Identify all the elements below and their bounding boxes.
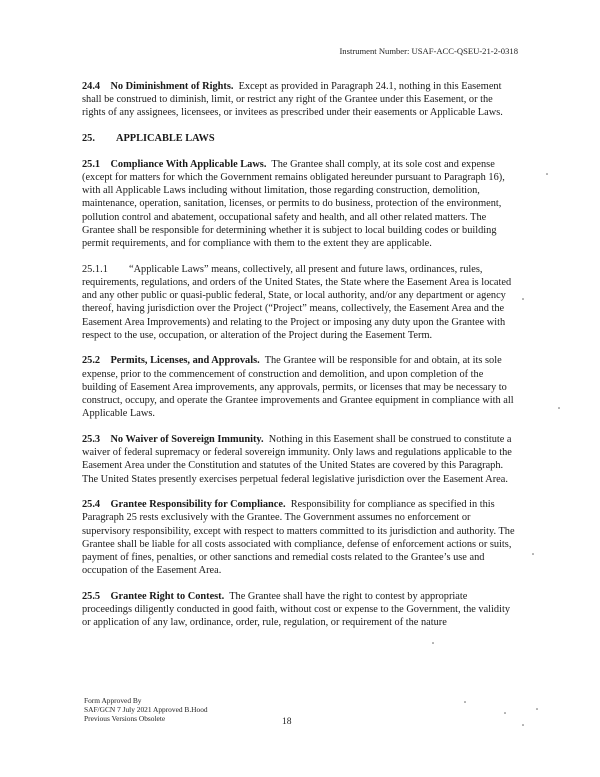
scan-speck: [546, 173, 548, 175]
section-number: 25.1: [82, 158, 101, 170]
paragraph-24-4: [82, 80, 518, 120]
paragraph-25-2: [82, 354, 518, 420]
section-title: Grantee Responsibility for Compliance.: [110, 499, 286, 511]
scan-speck: [464, 701, 466, 703]
section-title: No Diminishment of Rights.: [110, 81, 234, 92]
section-number: 24.4: [82, 81, 101, 92]
section-text: “Applicable Laws” means, collectively, all present and future laws, ordinances, rules, requirements, regulations, and orders of the United States, the State where the Easement Area is located and any other public or quasi-public federal, State, or local authority, and/or any department or agency thereof, having jurisdiction over the Project (“Project” means, collectively, the Easement Area and the Easement Area Improvements) and relating to the Project or imposing any duty upon the Grantee with respect to the use, occupation, or alteration of the Project during the Easement Term.: [82, 263, 512, 341]
section-text: The Grantee shall comply, at its sole cost and expense (except for matters for which the Government remains obligated hereunder pursuant to Paragraph 16), with all Applicable Laws including without limitation, those regarding construction, demolition, maintenance, operation, sanitation, licenses, or permits to do business, protection of the environment, pollution control and abatement, occupational safety and health, and all other related matters. The Grantee shall be responsible for determining whether it is subject to local building codes or building permit requirements, and for compliance with them to the extent they are applicable.: [82, 158, 505, 250]
heading-number: 25.: [82, 133, 95, 145]
paragraph-25-3: [82, 433, 518, 486]
scan-speck: [558, 407, 560, 409]
section-text: The Grantee shall have the right to contest by appropriate proceedings diligently conducted in good faith, without cost or expense to the Government, the validity or application of any law, ordinance, order, rule, regulation, or requirement of the nature: [82, 591, 511, 629]
instrument-number: Instrument Number: USAF-ACC-QSEU-21-2-0318: [339, 46, 518, 56]
scan-speck: [536, 708, 538, 710]
footer-line: Form Approved By: [84, 696, 142, 705]
heading-25: [82, 132, 518, 145]
section-number: 25.1.1: [82, 263, 108, 275]
section-text: Responsibility for compliance as specified in this Paragraph 25 rests exclusively with the Grantee. The Government assumes no enforcement or supervisory responsibility, except with respect to matters committed to its jurisdiction and authority. The Grantee shall be liable for all costs associated with compliance, defense of enforcement actions or suits, payment of fines, penalties, or other sanctions and remedial costs related to the Grantee’s use and occupation of the Easement Area.: [82, 499, 515, 577]
form-approval-footer: [84, 696, 208, 724]
scan-speck: [522, 724, 524, 726]
scan-speck: [522, 298, 524, 300]
paragraph-25-4: [82, 498, 518, 577]
scan-speck: [504, 712, 506, 714]
document-body: [82, 80, 518, 642]
section-number: 25.4: [82, 499, 101, 511]
section-title: Permits, Licenses, and Approvals.: [110, 355, 260, 367]
paragraph-25-1: [82, 158, 518, 250]
section-number: 25.2: [82, 355, 101, 367]
paragraph-25-1-1: [82, 263, 518, 342]
section-title: Compliance With Applicable Laws.: [110, 158, 267, 170]
scan-speck: [532, 553, 534, 555]
heading-title: APPLICABLE LAWS: [116, 133, 215, 145]
section-text: Except as provided in Paragraph 24.1, nothing in this Easement shall be construed to diminish, limit, or restrict any right of the Grantee under this Easement, or the rights of any assignees, licensees, or invitees as prescribed under their easements or Applicable Laws.: [82, 81, 503, 119]
section-text: The Grantee will be responsible for and obtain, at its sole expense, prior to the commencement of construction and demolition, and upon completion of the building of Easement Area improvements, any approvals, permits, or licenses that may be necessary to construct, occupy, and operate the Grantee improvements and Grantee equipment in compliance with all Applicable Laws.: [82, 355, 514, 420]
section-title: Grantee Right to Contest.: [110, 591, 225, 602]
page-number: 18: [282, 716, 292, 727]
paragraph-25-5: [82, 590, 518, 630]
section-number: 25.5: [82, 591, 101, 602]
section-title: No Waiver of Sovereign Immunity.: [110, 433, 264, 445]
footer-line: SAF/GCN 7 July 2021 Approved B.Hood: [84, 705, 208, 715]
section-number: 25.3: [82, 433, 101, 445]
scan-speck: [432, 642, 434, 644]
footer-line: Previous Versions Obsolete: [84, 714, 166, 724]
section-text: Nothing in this Easement shall be construed to constitute a waiver of federal supremacy or federal sovereign immunity. Only laws and regulations applicable to the Easement Area under the Constitution and statutes of the United States are covered by this Paragraph. The United States presently exercises perpetual federal legislative jurisdiction over the Easement Area.: [82, 433, 512, 485]
